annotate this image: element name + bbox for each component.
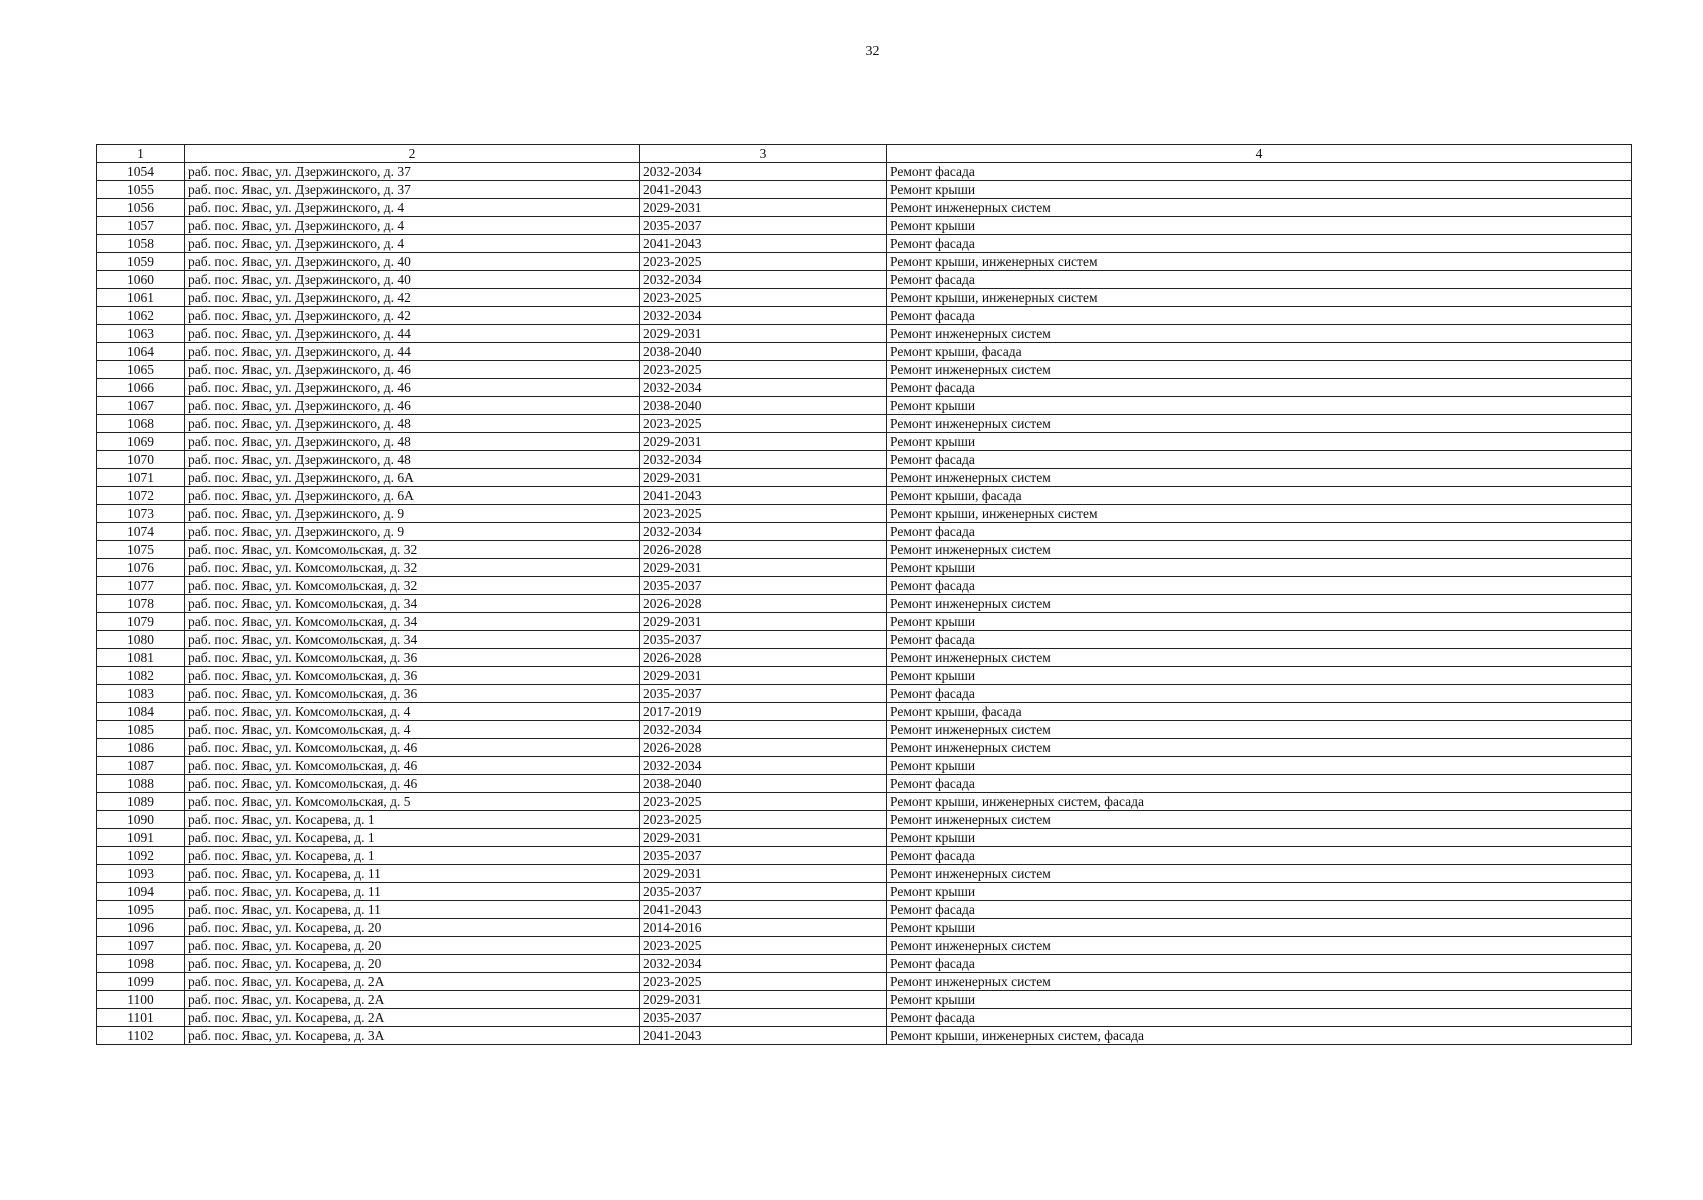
work-type-cell: Ремонт крыши [887, 991, 1632, 1009]
address-cell: раб. пос. Явас, ул. Косарева, д. 11 [185, 865, 640, 883]
address-cell: раб. пос. Явас, ул. Дзержинского, д. 42 [185, 289, 640, 307]
address-cell: раб. пос. Явас, ул. Комсомольская, д. 5 [185, 793, 640, 811]
work-type-cell: Ремонт инженерных систем [887, 541, 1632, 559]
repair-schedule-table [96, 144, 1632, 1045]
address-cell: раб. пос. Явас, ул. Комсомольская, д. 34 [185, 631, 640, 649]
address-cell: раб. пос. Явас, ул. Дзержинского, д. 42 [185, 307, 640, 325]
period-cell: 2014-2016 [640, 919, 887, 937]
work-type-cell: Ремонт крыши [887, 433, 1632, 451]
row-number-cell: 1058 [97, 235, 185, 253]
address-cell: раб. пос. Явас, ул. Косарева, д. 1 [185, 829, 640, 847]
period-cell: 2035-2037 [640, 577, 887, 595]
table-row [97, 451, 1632, 469]
period-cell: 2035-2037 [640, 631, 887, 649]
period-cell: 2041-2043 [640, 1027, 887, 1045]
period-cell: 2041-2043 [640, 487, 887, 505]
table-row [97, 253, 1632, 271]
address-cell: раб. пос. Явас, ул. Комсомольская, д. 46 [185, 739, 640, 757]
period-cell: 2026-2028 [640, 541, 887, 559]
address-cell: раб. пос. Явас, ул. Дзержинского, д. 6А [185, 487, 640, 505]
address-cell: раб. пос. Явас, ул. Комсомольская, д. 32 [185, 577, 640, 595]
row-number-cell: 1088 [97, 775, 185, 793]
row-number-cell: 1100 [97, 991, 185, 1009]
page-number: 32 [865, 44, 880, 59]
table-row [97, 289, 1632, 307]
work-type-cell: Ремонт фасада [887, 271, 1632, 289]
row-number-cell: 1096 [97, 919, 185, 937]
address-cell: раб. пос. Явас, ул. Дзержинского, д. 44 [185, 343, 640, 361]
row-number-cell: 1068 [97, 415, 185, 433]
table-row [97, 811, 1632, 829]
row-number-cell: 1086 [97, 739, 185, 757]
row-number-cell: 1099 [97, 973, 185, 991]
period-cell: 2032-2034 [640, 955, 887, 973]
address-cell: раб. пос. Явас, ул. Комсомольская, д. 32 [185, 559, 640, 577]
period-cell: 2032-2034 [640, 757, 887, 775]
row-number-cell: 1095 [97, 901, 185, 919]
work-type-cell: Ремонт фасада [887, 631, 1632, 649]
row-number-cell: 1062 [97, 307, 185, 325]
address-cell: раб. пос. Явас, ул. Косарева, д. 20 [185, 955, 640, 973]
address-cell: раб. пос. Явас, ул. Дзержинского, д. 48 [185, 433, 640, 451]
address-cell: раб. пос. Явас, ул. Дзержинского, д. 4 [185, 199, 640, 217]
row-number-cell: 1060 [97, 271, 185, 289]
table-row [97, 181, 1632, 199]
address-cell: раб. пос. Явас, ул. Дзержинского, д. 44 [185, 325, 640, 343]
work-type-cell: Ремонт инженерных систем [887, 469, 1632, 487]
work-type-cell: Ремонт крыши, инженерных систем, фасада [887, 1027, 1632, 1045]
address-cell: раб. пос. Явас, ул. Комсомольская, д. 34 [185, 595, 640, 613]
work-type-cell: Ремонт инженерных систем [887, 721, 1632, 739]
table-row [97, 865, 1632, 883]
period-cell: 2032-2034 [640, 523, 887, 541]
period-cell: 2029-2031 [640, 667, 887, 685]
work-type-cell: Ремонт фасада [887, 451, 1632, 469]
row-number-cell: 1087 [97, 757, 185, 775]
column-header-1: 1 [97, 145, 185, 163]
address-cell: раб. пос. Явас, ул. Дзержинского, д. 4 [185, 235, 640, 253]
table-row [97, 217, 1632, 235]
work-type-cell: Ремонт крыши, фасада [887, 343, 1632, 361]
period-cell: 2029-2031 [640, 613, 887, 631]
row-number-cell: 1085 [97, 721, 185, 739]
work-type-cell: Ремонт инженерных систем [887, 325, 1632, 343]
work-type-cell: Ремонт крыши [887, 217, 1632, 235]
row-number-cell: 1054 [97, 163, 185, 181]
row-number-cell: 1093 [97, 865, 185, 883]
address-cell: раб. пос. Явас, ул. Комсомольская, д. 4 [185, 721, 640, 739]
table-row [97, 775, 1632, 793]
work-type-cell: Ремонт инженерных систем [887, 973, 1632, 991]
row-number-cell: 1075 [97, 541, 185, 559]
row-number-cell: 1074 [97, 523, 185, 541]
work-type-cell: Ремонт крыши, инженерных систем [887, 289, 1632, 307]
column-header-4: 4 [887, 145, 1632, 163]
work-type-cell: Ремонт инженерных систем [887, 361, 1632, 379]
period-cell: 2029-2031 [640, 991, 887, 1009]
table-row [97, 649, 1632, 667]
table-row [97, 559, 1632, 577]
row-number-cell: 1067 [97, 397, 185, 415]
row-number-cell: 1090 [97, 811, 185, 829]
table-row [97, 307, 1632, 325]
address-cell: раб. пос. Явас, ул. Комсомольская, д. 36 [185, 685, 640, 703]
period-cell: 2038-2040 [640, 397, 887, 415]
work-type-cell: Ремонт фасада [887, 1009, 1632, 1027]
address-cell: раб. пос. Явас, ул. Косарева, д. 2А [185, 1009, 640, 1027]
address-cell: раб. пос. Явас, ул. Комсомольская, д. 4 [185, 703, 640, 721]
period-cell: 2032-2034 [640, 721, 887, 739]
work-type-cell: Ремонт инженерных систем [887, 937, 1632, 955]
table-row [97, 163, 1632, 181]
period-cell: 2032-2034 [640, 271, 887, 289]
table-row [97, 379, 1632, 397]
table-row [97, 901, 1632, 919]
table-row [97, 433, 1632, 451]
row-number-cell: 1077 [97, 577, 185, 595]
table-row [97, 487, 1632, 505]
period-cell: 2029-2031 [640, 865, 887, 883]
work-type-cell: Ремонт крыши, фасада [887, 703, 1632, 721]
table-row [97, 523, 1632, 541]
table-row [97, 343, 1632, 361]
row-number-cell: 1083 [97, 685, 185, 703]
table-row [97, 577, 1632, 595]
address-cell: раб. пос. Явас, ул. Комсомольская, д. 32 [185, 541, 640, 559]
address-cell: раб. пос. Явас, ул. Косарева, д. 3А [185, 1027, 640, 1045]
table-body [97, 163, 1632, 1045]
work-type-cell: Ремонт фасада [887, 235, 1632, 253]
row-number-cell: 1080 [97, 631, 185, 649]
period-cell: 2023-2025 [640, 973, 887, 991]
address-cell: раб. пос. Явас, ул. Дзержинского, д. 48 [185, 451, 640, 469]
table-row [97, 883, 1632, 901]
work-type-cell: Ремонт крыши [887, 181, 1632, 199]
address-cell: раб. пос. Явас, ул. Дзержинского, д. 40 [185, 271, 640, 289]
period-cell: 2041-2043 [640, 181, 887, 199]
table-row [97, 469, 1632, 487]
address-cell: раб. пос. Явас, ул. Дзержинского, д. 46 [185, 397, 640, 415]
row-number-cell: 1057 [97, 217, 185, 235]
address-cell: раб. пос. Явас, ул. Комсомольская, д. 36 [185, 649, 640, 667]
period-cell: 2035-2037 [640, 1009, 887, 1027]
work-type-cell: Ремонт крыши [887, 397, 1632, 415]
period-cell: 2029-2031 [640, 829, 887, 847]
row-number-cell: 1055 [97, 181, 185, 199]
address-cell: раб. пос. Явас, ул. Дзержинского, д. 4 [185, 217, 640, 235]
table-row [97, 1027, 1632, 1045]
column-number-row [97, 145, 1632, 163]
table-row [97, 829, 1632, 847]
period-cell: 2023-2025 [640, 811, 887, 829]
work-type-cell: Ремонт крыши [887, 919, 1632, 937]
period-cell: 2017-2019 [640, 703, 887, 721]
work-type-cell: Ремонт фасада [887, 955, 1632, 973]
address-cell: раб. пос. Явас, ул. Косарева, д. 1 [185, 847, 640, 865]
work-type-cell: Ремонт фасада [887, 775, 1632, 793]
table-row [97, 1009, 1632, 1027]
period-cell: 2038-2040 [640, 775, 887, 793]
work-type-cell: Ремонт инженерных систем [887, 739, 1632, 757]
table-row [97, 703, 1632, 721]
work-type-cell: Ремонт крыши [887, 613, 1632, 631]
table-row [97, 973, 1632, 991]
table-row [97, 919, 1632, 937]
period-cell: 2023-2025 [640, 289, 887, 307]
table-row [97, 721, 1632, 739]
table-row [97, 739, 1632, 757]
table-row [97, 667, 1632, 685]
table-row [97, 793, 1632, 811]
work-type-cell: Ремонт крыши [887, 883, 1632, 901]
table-row [97, 955, 1632, 973]
period-cell: 2035-2037 [640, 685, 887, 703]
address-cell: раб. пос. Явас, ул. Комсомольская, д. 34 [185, 613, 640, 631]
period-cell: 2026-2028 [640, 739, 887, 757]
work-type-cell: Ремонт фасада [887, 523, 1632, 541]
period-cell: 2032-2034 [640, 163, 887, 181]
row-number-cell: 1069 [97, 433, 185, 451]
row-number-cell: 1063 [97, 325, 185, 343]
table-row [97, 541, 1632, 559]
row-number-cell: 1056 [97, 199, 185, 217]
address-cell: раб. пос. Явас, ул. Косарева, д. 20 [185, 919, 640, 937]
work-type-cell: Ремонт инженерных систем [887, 811, 1632, 829]
row-number-cell: 1094 [97, 883, 185, 901]
row-number-cell: 1064 [97, 343, 185, 361]
row-number-cell: 1098 [97, 955, 185, 973]
row-number-cell: 1102 [97, 1027, 185, 1045]
address-cell: раб. пос. Явас, ул. Дзержинского, д. 46 [185, 379, 640, 397]
row-number-cell: 1092 [97, 847, 185, 865]
row-number-cell: 1084 [97, 703, 185, 721]
period-cell: 2026-2028 [640, 649, 887, 667]
address-cell: раб. пос. Явас, ул. Косарева, д. 20 [185, 937, 640, 955]
row-number-cell: 1071 [97, 469, 185, 487]
work-type-cell: Ремонт инженерных систем [887, 595, 1632, 613]
work-type-cell: Ремонт крыши [887, 559, 1632, 577]
period-cell: 2035-2037 [640, 883, 887, 901]
address-cell: раб. пос. Явас, ул. Дзержинского, д. 9 [185, 523, 640, 541]
work-type-cell: Ремонт крыши [887, 757, 1632, 775]
row-number-cell: 1070 [97, 451, 185, 469]
address-cell: раб. пос. Явас, ул. Косарева, д. 2А [185, 973, 640, 991]
period-cell: 2032-2034 [640, 307, 887, 325]
period-cell: 2023-2025 [640, 253, 887, 271]
row-number-cell: 1097 [97, 937, 185, 955]
row-number-cell: 1082 [97, 667, 185, 685]
row-number-cell: 1091 [97, 829, 185, 847]
work-type-cell: Ремонт крыши, инженерных систем [887, 253, 1632, 271]
period-cell: 2023-2025 [640, 415, 887, 433]
table-row [97, 595, 1632, 613]
work-type-cell: Ремонт фасада [887, 577, 1632, 595]
address-cell: раб. пос. Явас, ул. Комсомольская, д. 46 [185, 757, 640, 775]
period-cell: 2038-2040 [640, 343, 887, 361]
work-type-cell: Ремонт фасада [887, 163, 1632, 181]
address-cell: раб. пос. Явас, ул. Дзержинского, д. 48 [185, 415, 640, 433]
table-row [97, 361, 1632, 379]
table-row [97, 937, 1632, 955]
period-cell: 2035-2037 [640, 217, 887, 235]
table-row [97, 271, 1632, 289]
period-cell: 2026-2028 [640, 595, 887, 613]
period-cell: 2023-2025 [640, 793, 887, 811]
period-cell: 2032-2034 [640, 379, 887, 397]
work-type-cell: Ремонт инженерных систем [887, 649, 1632, 667]
row-number-cell: 1061 [97, 289, 185, 307]
table-row [97, 325, 1632, 343]
period-cell: 2035-2037 [640, 847, 887, 865]
address-cell: раб. пос. Явас, ул. Комсомольская, д. 46 [185, 775, 640, 793]
period-cell: 2023-2025 [640, 505, 887, 523]
work-type-cell: Ремонт фасада [887, 847, 1632, 865]
table-row [97, 757, 1632, 775]
address-cell: раб. пос. Явас, ул. Комсомольская, д. 36 [185, 667, 640, 685]
work-type-cell: Ремонт фасада [887, 901, 1632, 919]
table-row [97, 235, 1632, 253]
table-row [97, 613, 1632, 631]
table-row [97, 847, 1632, 865]
row-number-cell: 1065 [97, 361, 185, 379]
table-row [97, 199, 1632, 217]
address-cell: раб. пос. Явас, ул. Дзержинского, д. 37 [185, 181, 640, 199]
work-type-cell: Ремонт инженерных систем [887, 865, 1632, 883]
period-cell: 2029-2031 [640, 325, 887, 343]
period-cell: 2023-2025 [640, 937, 887, 955]
address-cell: раб. пос. Явас, ул. Дзержинского, д. 37 [185, 163, 640, 181]
address-cell: раб. пос. Явас, ул. Дзержинского, д. 46 [185, 361, 640, 379]
period-cell: 2029-2031 [640, 469, 887, 487]
row-number-cell: 1073 [97, 505, 185, 523]
work-type-cell: Ремонт инженерных систем [887, 199, 1632, 217]
work-type-cell: Ремонт крыши [887, 829, 1632, 847]
address-cell: раб. пос. Явас, ул. Дзержинского, д. 6А [185, 469, 640, 487]
period-cell: 2029-2031 [640, 559, 887, 577]
work-type-cell: Ремонт крыши [887, 667, 1632, 685]
period-cell: 2029-2031 [640, 199, 887, 217]
row-number-cell: 1089 [97, 793, 185, 811]
period-cell: 2041-2043 [640, 901, 887, 919]
row-number-cell: 1072 [97, 487, 185, 505]
period-cell: 2029-2031 [640, 433, 887, 451]
address-cell: раб. пос. Явас, ул. Дзержинского, д. 40 [185, 253, 640, 271]
work-type-cell: Ремонт инженерных систем [887, 415, 1632, 433]
period-cell: 2041-2043 [640, 235, 887, 253]
table-row [97, 505, 1632, 523]
column-header-2: 2 [185, 145, 640, 163]
table-row [97, 991, 1632, 1009]
work-type-cell: Ремонт крыши, инженерных систем, фасада [887, 793, 1632, 811]
address-cell: раб. пос. Явас, ул. Косарева, д. 1 [185, 811, 640, 829]
address-cell: раб. пос. Явас, ул. Косарева, д. 11 [185, 883, 640, 901]
table-row [97, 415, 1632, 433]
work-type-cell: Ремонт фасада [887, 685, 1632, 703]
row-number-cell: 1079 [97, 613, 185, 631]
row-number-cell: 1081 [97, 649, 185, 667]
row-number-cell: 1101 [97, 1009, 185, 1027]
period-cell: 2032-2034 [640, 451, 887, 469]
table-row [97, 397, 1632, 415]
address-cell: раб. пос. Явас, ул. Косарева, д. 11 [185, 901, 640, 919]
table-row [97, 631, 1632, 649]
address-cell: раб. пос. Явас, ул. Косарева, д. 2А [185, 991, 640, 1009]
row-number-cell: 1078 [97, 595, 185, 613]
table-row [97, 685, 1632, 703]
work-type-cell: Ремонт фасада [887, 307, 1632, 325]
work-type-cell: Ремонт крыши, фасада [887, 487, 1632, 505]
row-number-cell: 1066 [97, 379, 185, 397]
address-cell: раб. пос. Явас, ул. Дзержинского, д. 9 [185, 505, 640, 523]
row-number-cell: 1076 [97, 559, 185, 577]
column-header-3: 3 [640, 145, 887, 163]
work-type-cell: Ремонт фасада [887, 379, 1632, 397]
period-cell: 2023-2025 [640, 361, 887, 379]
work-type-cell: Ремонт крыши, инженерных систем [887, 505, 1632, 523]
row-number-cell: 1059 [97, 253, 185, 271]
